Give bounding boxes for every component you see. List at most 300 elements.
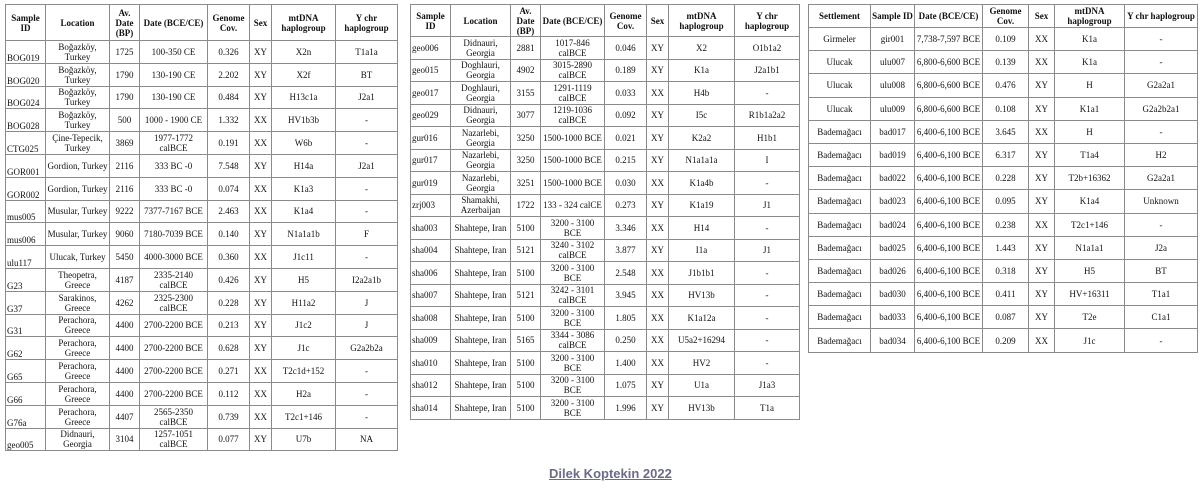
cell-sample-id: sha003 (411, 217, 451, 240)
cell-sample-id: sha006 (411, 262, 451, 285)
cell-sample-id: sha010 (411, 352, 451, 375)
cell-date: 1500-1000 BCE (541, 149, 605, 172)
cell-genome-cov: 0.092 (605, 104, 647, 127)
cell-ychr: J2a1b1 (735, 59, 800, 82)
cell-location: Gordion, Turkey (46, 177, 110, 200)
cell-date: 3200 - 3100 BCE (541, 374, 605, 397)
header-mtdna: mtDNA haplogroup (272, 5, 336, 41)
cell-date: 6,800-6,600 BCE (915, 97, 983, 120)
cell-location: Doghlauri, Georgia (451, 82, 511, 105)
table-row (6, 360, 398, 383)
cell-ychr: G2a2a1 (1125, 74, 1198, 97)
cell-sex: XY (1029, 259, 1055, 282)
cell-location: Sarakinos, Greece (46, 291, 110, 314)
cell-av-date: 3251 (511, 172, 541, 195)
cell-ychr: - (735, 172, 800, 195)
cell-sex: XX (1029, 120, 1055, 143)
table-header-row (411, 5, 800, 37)
cell-date: 7377-7167 BCE (140, 200, 208, 223)
cell-av-date: 4407 (110, 405, 140, 428)
table-row (809, 74, 1198, 97)
cell-mtdna: HV13b (669, 397, 735, 420)
cell-location: Gordion, Turkey (46, 154, 110, 177)
cell-ychr: T1a1 (1125, 283, 1198, 306)
cell-date: 3200 - 3100 BCE (541, 307, 605, 330)
cell-av-date: 4400 (110, 337, 140, 360)
cell-mtdna: U7b (272, 428, 336, 451)
cell-mtdna: K2a2 (669, 127, 735, 150)
cell-date: 2700-2200 BCE (140, 360, 208, 383)
cell-genome-cov: 0.213 (208, 314, 250, 337)
cell-sample-id: BOG019 (6, 41, 46, 64)
table-row (809, 236, 1198, 259)
table-row (6, 382, 398, 405)
cell-mtdna: K1a (1055, 51, 1125, 74)
cell-ychr: R1b1a2a2 (735, 104, 800, 127)
cell-location: Perachora, Greece (46, 405, 110, 428)
cell-sample-id: sha012 (411, 374, 451, 397)
cell-av-date: 500 (110, 109, 140, 132)
cell-date: 6,400-6,100 BCE (915, 213, 983, 236)
cell-av-date: 5100 (511, 217, 541, 240)
cell-genome-cov: 0.476 (983, 74, 1029, 97)
cell-location: Doghlauri, Georgia (451, 59, 511, 82)
cell-location: Boğazköy, Turkey (46, 86, 110, 109)
cell-sex: XX (1029, 329, 1055, 352)
cell-location: Shahtepe, Iran (451, 329, 511, 352)
cell-genome-cov: 0.109 (983, 28, 1029, 51)
cell-sample-id: G37 (6, 291, 46, 314)
cell-sex: XY (647, 37, 669, 60)
cell-av-date: 3869 (110, 132, 140, 155)
header-genome-cov: Genome Cov. (983, 5, 1029, 28)
cell-av-date: 4400 (110, 360, 140, 383)
cell-sample-id: bad025 (871, 236, 915, 259)
table-row (6, 405, 398, 428)
cell-genome-cov: 1.332 (208, 109, 250, 132)
cell-sex: XX (647, 172, 669, 195)
cell-mtdna: J1c (272, 337, 336, 360)
cell-genome-cov: 1.075 (605, 374, 647, 397)
cell-genome-cov: 0.238 (983, 213, 1029, 236)
cell-ychr: - (1125, 213, 1198, 236)
cell-sex: XX (647, 262, 669, 285)
cell-ychr: O1b1a2 (735, 37, 800, 60)
cell-genome-cov: 0.411 (983, 283, 1029, 306)
header-av-date: Av. Date (BP) (110, 5, 140, 41)
cell-date: 1000 - 1900 CE (140, 109, 208, 132)
table-row (809, 51, 1198, 74)
cell-sample-id: geo017 (411, 82, 451, 105)
cell-ychr: J1 (735, 194, 800, 217)
cell-location: Çine-Tepecik, Turkey (46, 132, 110, 155)
cell-ychr: - (1125, 28, 1198, 51)
cell-date: 6,400-6,100 BCE (915, 283, 983, 306)
cell-genome-cov: 0.191 (208, 132, 250, 155)
table-row (6, 177, 398, 200)
cell-ychr: - (735, 352, 800, 375)
cell-mtdna: X2f (272, 63, 336, 86)
cell-sex: XY (1029, 190, 1055, 213)
cell-ychr: J (336, 291, 398, 314)
cell-genome-cov: 3.346 (605, 217, 647, 240)
cell-mtdna: HV13b (669, 284, 735, 307)
table-row (809, 306, 1198, 329)
table-row (6, 428, 398, 451)
cell-mtdna: J1c2 (272, 314, 336, 337)
header-ychr: Y chr haplogroup (1125, 5, 1198, 28)
table-row (411, 307, 800, 330)
samples-table-2 (410, 4, 800, 420)
cell-mtdna: H14 (669, 217, 735, 240)
cell-date: 1017-846 calBCE (541, 37, 605, 60)
cell-ychr: NA (336, 428, 398, 451)
cell-av-date: 9060 (110, 223, 140, 246)
cell-date: 3344 - 3086 calBCE (541, 329, 605, 352)
table-row (6, 109, 398, 132)
cell-genome-cov: 0.228 (983, 167, 1029, 190)
cell-av-date: 1722 (511, 194, 541, 217)
cell-location: Shahtepe, Iran (451, 307, 511, 330)
cell-genome-cov: 0.112 (208, 382, 250, 405)
table-row (411, 127, 800, 150)
table-row (411, 352, 800, 375)
cell-mtdna: N1a1a1a (669, 149, 735, 172)
cell-sex: XX (647, 307, 669, 330)
cell-sex: XX (647, 352, 669, 375)
cell-sample-id: mus005 (6, 200, 46, 223)
cell-genome-cov: 0.360 (208, 246, 250, 269)
cell-date: 6,400-6,100 BCE (915, 259, 983, 282)
cell-settlement: Bademağacı (809, 167, 871, 190)
cell-sample-id: G65 (6, 360, 46, 383)
cell-date: 6,400-6,100 BCE (915, 143, 983, 166)
cell-mtdna: K1a1 (1055, 97, 1125, 120)
cell-av-date: 5100 (511, 397, 541, 420)
cell-sample-id: BOG024 (6, 86, 46, 109)
cell-location: Shahtepe, Iran (451, 374, 511, 397)
cell-genome-cov: 0.273 (605, 194, 647, 217)
cell-sex: XY (1029, 143, 1055, 166)
cell-mtdna: K1a4 (1055, 190, 1125, 213)
cell-sample-id: gir001 (871, 28, 915, 51)
cell-mtdna: T2c1+146 (1055, 213, 1125, 236)
cell-mtdna: K1a19 (669, 194, 735, 217)
cell-settlement: Bademağacı (809, 213, 871, 236)
cell-genome-cov: 2.548 (605, 262, 647, 285)
cell-av-date: 3155 (511, 82, 541, 105)
cell-date: 2325-2300 calBCE (140, 291, 208, 314)
cell-ychr: J (336, 314, 398, 337)
cell-settlement: Bademağacı (809, 120, 871, 143)
cell-sample-id: ulu008 (871, 74, 915, 97)
cell-sample-id: bad022 (871, 167, 915, 190)
header-sample-id: Sample ID (411, 5, 451, 37)
cell-date: 1500-1000 BCE (541, 127, 605, 150)
cell-genome-cov: 0.250 (605, 329, 647, 352)
cell-date: 7180-7039 BCE (140, 223, 208, 246)
cell-location: Boğazköy, Turkey (46, 41, 110, 64)
cell-genome-cov: 1.400 (605, 352, 647, 375)
cell-sample-id: G23 (6, 268, 46, 291)
cell-sex: XY (1029, 167, 1055, 190)
cell-sex: XY (647, 397, 669, 420)
header-location: Location (46, 5, 110, 41)
cell-ychr: G2a2a1 (1125, 167, 1198, 190)
cell-mtdna: X2 (669, 37, 735, 60)
cell-sex: XY (250, 223, 272, 246)
table-row (809, 167, 1198, 190)
cell-ychr: I2a2a1b (336, 268, 398, 291)
cell-genome-cov: 0.209 (983, 329, 1029, 352)
cell-ychr: Unknown (1125, 190, 1198, 213)
table-row (6, 154, 398, 177)
samples-table-3 (808, 4, 1198, 353)
cell-sample-id: bad026 (871, 259, 915, 282)
table-row (411, 172, 800, 195)
cell-location: Theopetra, Greece (46, 268, 110, 291)
cell-ychr: - (1125, 329, 1198, 352)
cell-sample-id: geo015 (411, 59, 451, 82)
table-row (809, 28, 1198, 51)
table-row (6, 200, 398, 223)
cell-date: 4000-3000 BCE (140, 246, 208, 269)
author-credit: Dilek Koptekin 2022 (549, 466, 672, 481)
cell-genome-cov: 0.426 (208, 268, 250, 291)
cell-settlement: Bademağacı (809, 306, 871, 329)
cell-location: Ulucak, Turkey (46, 246, 110, 269)
cell-genome-cov: 0.271 (208, 360, 250, 383)
cell-sample-id: bad033 (871, 306, 915, 329)
cell-sample-id: zrj003 (411, 194, 451, 217)
cell-settlement: Ulucak (809, 51, 871, 74)
cell-date: 1291-1119 calBCE (541, 82, 605, 105)
cell-sex: XY (250, 337, 272, 360)
cell-ychr: J2a1 (336, 86, 398, 109)
cell-sample-id: sha004 (411, 239, 451, 262)
cell-av-date: 2116 (110, 177, 140, 200)
cell-ychr: - (336, 177, 398, 200)
cell-genome-cov: 0.739 (208, 405, 250, 428)
cell-ychr: C1a1 (1125, 306, 1198, 329)
cell-sample-id: bad019 (871, 143, 915, 166)
cell-settlement: Ulucak (809, 74, 871, 97)
cell-av-date: 1790 (110, 63, 140, 86)
cell-location: Perachora, Greece (46, 337, 110, 360)
cell-mtdna: H13c1a (272, 86, 336, 109)
cell-date: 333 BC -0 (140, 177, 208, 200)
cell-date: 3200 - 3100 BCE (541, 352, 605, 375)
cell-date: 1500-1000 BCE (541, 172, 605, 195)
cell-location: Musular, Turkey (46, 223, 110, 246)
cell-sex: XY (1029, 74, 1055, 97)
header-sex: Sex (647, 5, 669, 37)
cell-av-date: 4400 (110, 314, 140, 337)
header-sex: Sex (1029, 5, 1055, 28)
cell-sex: XY (250, 428, 272, 451)
cell-date: 2700-2200 BCE (140, 382, 208, 405)
cell-genome-cov: 0.326 (208, 41, 250, 64)
cell-mtdna: K1a4b (669, 172, 735, 195)
cell-ychr: - (336, 405, 398, 428)
cell-sex: XY (647, 194, 669, 217)
table-row (809, 190, 1198, 213)
cell-ychr: - (735, 217, 800, 240)
cell-mtdna: U1a (669, 374, 735, 397)
cell-genome-cov: 0.087 (983, 306, 1029, 329)
cell-mtdna: I1a (669, 239, 735, 262)
cell-mtdna: T2c1d+152 (272, 360, 336, 383)
cell-av-date: 5450 (110, 246, 140, 269)
cell-sex: XX (250, 200, 272, 223)
cell-mtdna: T2b+16362 (1055, 167, 1125, 190)
cell-settlement: Bademağacı (809, 259, 871, 282)
cell-mtdna: K1a12a (669, 307, 735, 330)
cell-location: Nazarlebi, Georgia (451, 172, 511, 195)
cell-genome-cov: 1.805 (605, 307, 647, 330)
cell-sex: XX (250, 109, 272, 132)
cell-sex: XY (250, 154, 272, 177)
cell-av-date: 1725 (110, 41, 140, 64)
cell-genome-cov: 0.108 (983, 97, 1029, 120)
cell-mtdna: K1a4 (272, 200, 336, 223)
header-date: Date (BCE/CE) (140, 5, 208, 41)
cell-ychr: J2a1 (336, 154, 398, 177)
table-row (411, 217, 800, 240)
cell-date: 333 BC -0 (140, 154, 208, 177)
table-row (6, 337, 398, 360)
cell-sex: XY (1029, 306, 1055, 329)
cell-mtdna: T1a4 (1055, 143, 1125, 166)
cell-genome-cov: 0.140 (208, 223, 250, 246)
cell-mtdna: J1c11 (272, 246, 336, 269)
cell-sex: XX (1029, 51, 1055, 74)
cell-mtdna: H11a2 (272, 291, 336, 314)
cell-mtdna: K1a3 (272, 177, 336, 200)
header-sex: Sex (250, 5, 272, 41)
header-genome-cov: Genome Cov. (605, 5, 647, 37)
cell-date: 2700-2200 BCE (140, 337, 208, 360)
cell-sex: XX (250, 132, 272, 155)
cell-sex: XX (1029, 28, 1055, 51)
cell-sample-id: GOR001 (6, 154, 46, 177)
cell-mtdna: H14a (272, 154, 336, 177)
cell-settlement: Girmeler (809, 28, 871, 51)
cell-sex: XX (250, 382, 272, 405)
cell-av-date: 5100 (511, 352, 541, 375)
header-settlement: Settlement (809, 5, 871, 28)
table-row (411, 82, 800, 105)
cell-mtdna: J1c (1055, 329, 1125, 352)
cell-sample-id: GOR002 (6, 177, 46, 200)
cell-date: 7,738-7,597 BCE (915, 28, 983, 51)
cell-sample-id: ulu007 (871, 51, 915, 74)
cell-ychr: - (735, 284, 800, 307)
cell-location: Shahtepe, Iran (451, 397, 511, 420)
cell-sex: XY (647, 59, 669, 82)
cell-mtdna: T2e (1055, 306, 1125, 329)
cell-ychr: - (735, 82, 800, 105)
cell-sample-id: gur017 (411, 149, 451, 172)
cell-genome-cov: 6.317 (983, 143, 1029, 166)
cell-av-date: 3077 (511, 104, 541, 127)
cell-location: Shahtepe, Iran (451, 262, 511, 285)
cell-date: 1219-1036 calBCE (541, 104, 605, 127)
table-row (6, 268, 398, 291)
cell-mtdna: X2n (272, 41, 336, 64)
cell-date: 2565-2350 calBCE (140, 405, 208, 428)
cell-genome-cov: 3.645 (983, 120, 1029, 143)
cell-mtdna: I5c (669, 104, 735, 127)
cell-ychr: - (735, 307, 800, 330)
cell-sex: XY (250, 86, 272, 109)
cell-genome-cov: 0.033 (605, 82, 647, 105)
header-av-date: Av. Date (BP) (511, 5, 541, 37)
cell-sample-id: sha008 (411, 307, 451, 330)
cell-genome-cov: 0.046 (605, 37, 647, 60)
cell-sample-id: sha009 (411, 329, 451, 352)
table-row (411, 59, 800, 82)
cell-location: Nazarlebi, Georgia (451, 127, 511, 150)
cell-sex: XY (1029, 97, 1055, 120)
cell-av-date: 4400 (110, 382, 140, 405)
cell-mtdna: U5a2+16294 (669, 329, 735, 352)
header-sample-id: Sample ID (6, 5, 46, 41)
cell-date: 6,400-6,100 BCE (915, 167, 983, 190)
cell-sex: XY (250, 291, 272, 314)
cell-av-date: 5100 (511, 374, 541, 397)
cell-genome-cov: 3.945 (605, 284, 647, 307)
cell-settlement: Bademağacı (809, 283, 871, 306)
cell-sex: XY (647, 127, 669, 150)
cell-genome-cov: 0.030 (605, 172, 647, 195)
table-row (411, 104, 800, 127)
cell-mtdna: H4b (669, 82, 735, 105)
cell-sex: XX (1029, 213, 1055, 236)
cell-av-date: 2881 (511, 37, 541, 60)
cell-ychr: - (336, 132, 398, 155)
cell-genome-cov: 0.189 (605, 59, 647, 82)
cell-location: Perachora, Greece (46, 360, 110, 383)
cell-mtdna: H2a (272, 382, 336, 405)
cell-sex: XX (647, 82, 669, 105)
header-ychr: Y chr haplogroup (336, 5, 398, 41)
cell-sample-id: geo029 (411, 104, 451, 127)
header-location: Location (451, 5, 511, 37)
cell-ychr: G2a2b2a1 (1125, 97, 1198, 120)
cell-sample-id: gur019 (411, 172, 451, 195)
cell-mtdna: K1a (1055, 28, 1125, 51)
cell-sex: XX (647, 284, 669, 307)
cell-sample-id: G66 (6, 382, 46, 405)
cell-mtdna: N1a1a1 (1055, 236, 1125, 259)
table-row (809, 259, 1198, 282)
cell-ychr: - (336, 109, 398, 132)
cell-ychr: BT (1125, 259, 1198, 282)
cell-date: 3200 - 3100 BCE (541, 397, 605, 420)
cell-genome-cov: 0.074 (208, 177, 250, 200)
table-row (411, 149, 800, 172)
table-row (809, 120, 1198, 143)
cell-mtdna: HV+16311 (1055, 283, 1125, 306)
cell-date: 6,800-6,600 BCE (915, 74, 983, 97)
cell-genome-cov: 0.139 (983, 51, 1029, 74)
cell-date: 3240 - 3102 calBCE (541, 239, 605, 262)
cell-ychr: - (1125, 51, 1198, 74)
cell-sample-id: bad023 (871, 190, 915, 213)
cell-av-date: 5165 (511, 329, 541, 352)
cell-location: Musular, Turkey (46, 200, 110, 223)
